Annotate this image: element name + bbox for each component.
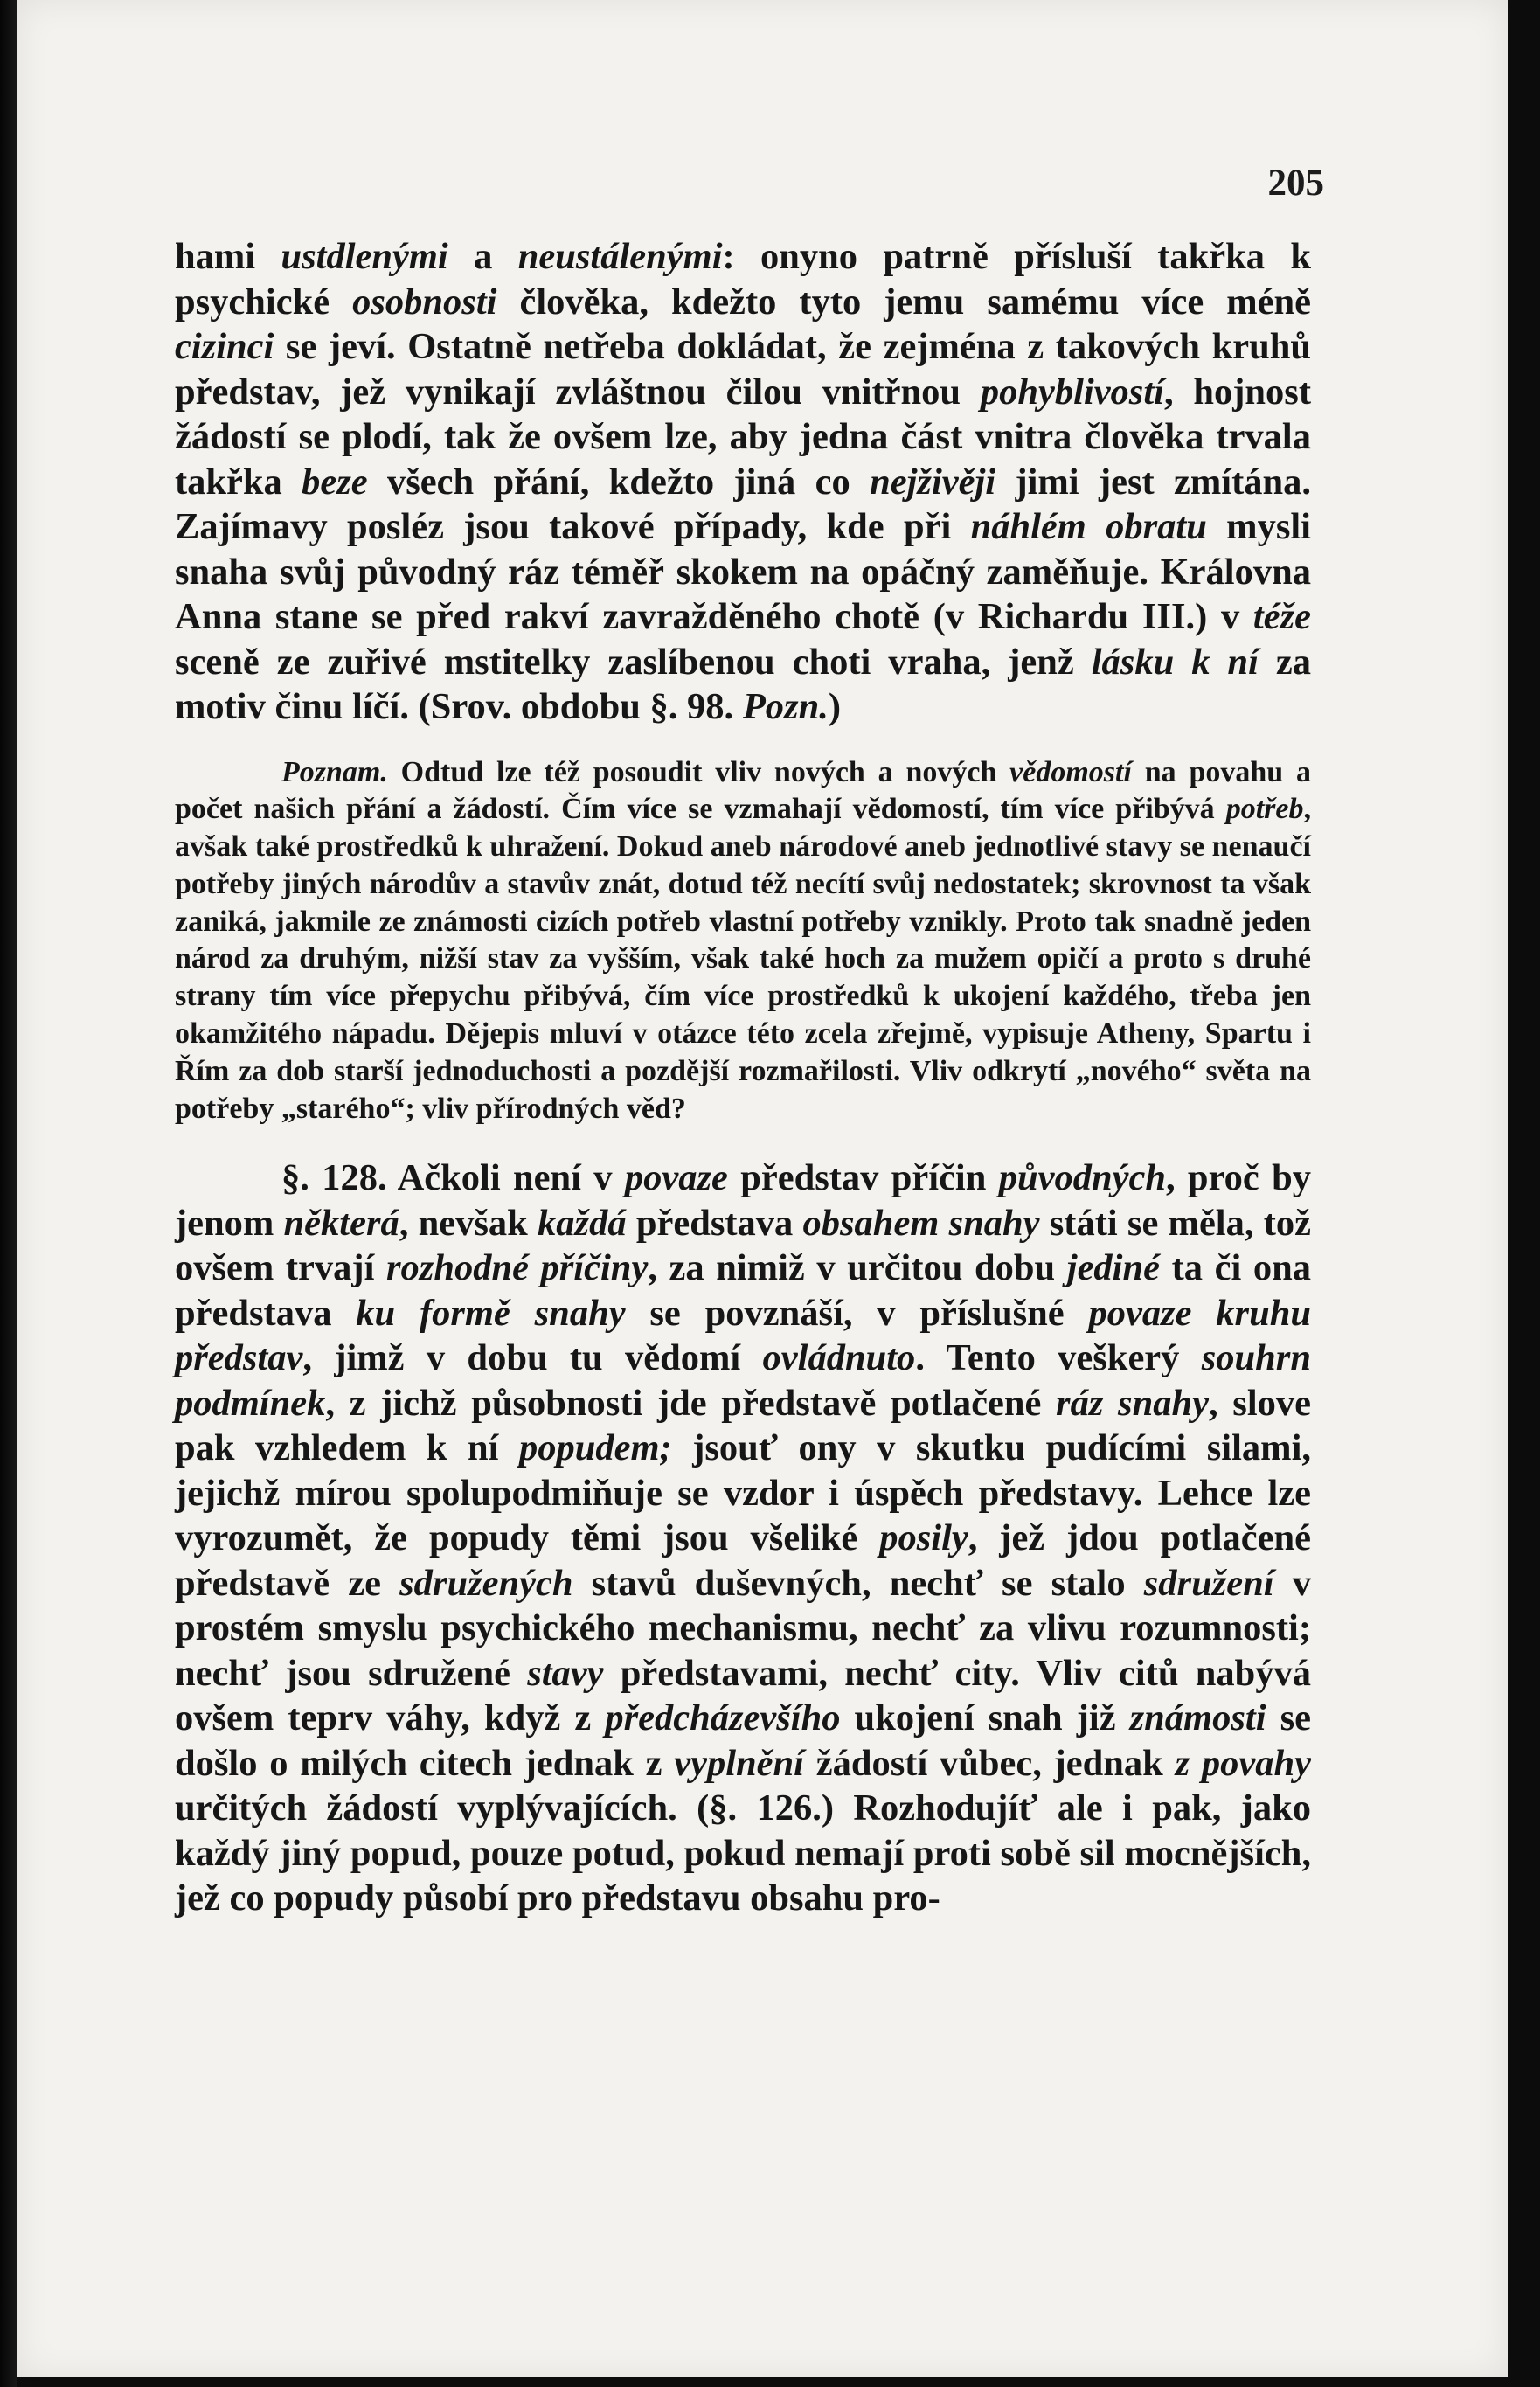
text-span: Odtud lze též posoudit vliv nových a nových [387, 755, 1010, 788]
text-span: , hojnost žádostí se plodí, tak že ovšem lze, aby jedna část vnitra člověka trvala takřka [175, 371, 1311, 503]
italic-term: ku formě snahy [356, 1292, 626, 1334]
text-span: ukojení snah již [840, 1697, 1130, 1739]
text-span: v prostém smyslu psychického mechanismu, nechť za vlivu rozumnosti; nechť jsou sdružené [175, 1562, 1311, 1694]
italic-term: obsahem snahy [802, 1202, 1040, 1244]
paragraph-128 [175, 1155, 1311, 1921]
text-span: sceně ze zuřivé mstitelky zaslíbenou choti vraha, jenž [175, 641, 1092, 683]
italic-term: neustálenými [517, 236, 723, 277]
italic-term: popudem; [519, 1427, 672, 1469]
italic-term: rozhodné příčiny [385, 1247, 649, 1289]
text-span: všech přání, kdežto jiná co [367, 461, 871, 503]
italic-term: potřeb [1225, 793, 1304, 826]
text-span: na povahu a počet našich přání a žádostí. Čím více se vzmahají vědomostí, tím více přibývá [175, 755, 1311, 826]
italic-term: lásku k ní [1091, 641, 1259, 683]
text-span: představ příčin [727, 1157, 999, 1199]
text-span: , za nimiž v určitou dobu [648, 1247, 1067, 1289]
italic-term: ráz snahy [1056, 1382, 1209, 1424]
italic-term: jediné [1066, 1247, 1160, 1289]
page-number: 205 [1267, 163, 1324, 204]
italic-term: každá [538, 1202, 627, 1244]
italic-term: posily [879, 1517, 968, 1559]
italic-term: vyplnění [674, 1742, 804, 1784]
text-span: , avšak také prostředků k uhražení. Dokud aneb národové aneb jednotlivé stavy se nenaučí potřeby jiných národův a stavův znát, dotud též necítí svůj nedostatek; skrovnost ta však zaniká, jakmile ze známosti cizích potřeb vlastní potřeby vznikly. Proto tak snadně jeden národ za druhým, nižší stav za vyšším, však také hoch za mužem opičí a proto s druhé strany tím více přepychu přibývá, čím více prostředků k ukojení každého, třeba jen okamžitého nápadu. Dějepis mluví v otázce této zcela zřejmě, vypisuje Atheny, Spartu i Řím za dob starší jednoduchosti a pozdější rozmařilosti. Vliv odkrytí „nového“ světa na potřeby „starého“; vliv přírodných věd? [175, 793, 1311, 1125]
text-span: a [447, 236, 518, 277]
italic-term: beze [302, 461, 368, 503]
italic-term: předcházevšího [605, 1697, 841, 1739]
text-span: §. 128. Ačkoli není v [281, 1157, 625, 1199]
text-span: člověka, kdežto tyto jemu samému více méně [496, 281, 1311, 323]
italic-term: stavy [527, 1652, 604, 1694]
text-span: ) [828, 686, 841, 727]
text-span: , jež jdou potlačené představě ze [175, 1517, 1311, 1604]
italic-term: sdružených [399, 1562, 573, 1604]
italic-term: některá [283, 1202, 399, 1244]
italic-term: povaze [624, 1157, 728, 1199]
note-label: Poznam. [281, 755, 388, 788]
text-span: mysli snaha svůj původný ráz téměř skokem na opáčný zaměňuje. Královna Anna stane se před rakví zavražděného chotě (v Richardu III.) v [175, 506, 1311, 637]
footnote-remark [175, 754, 1311, 1128]
italic-term: ovládnuto [762, 1337, 916, 1379]
book-page [17, 0, 1508, 2377]
text-span: žádostí vůbec, jednak [804, 1742, 1176, 1784]
text-span: stavů duševných, nechť se stalo [572, 1562, 1144, 1604]
italic-term: osobnosti [352, 281, 497, 323]
text-span: . Tento veškerý [915, 1337, 1202, 1379]
scan-edge [0, 0, 17, 2387]
italic-term: pohyblivostí [980, 371, 1164, 413]
italic-term: téže [1252, 596, 1311, 637]
text-span: : onyno patrně přísluší takřka k psychické [175, 236, 1311, 323]
text-span: se došlo o milých citech jednak z [175, 1697, 1311, 1784]
text-span: , slove pak vzhledem k ní [175, 1382, 1311, 1469]
text-span: se jeví. Ostatně netřeba dokládat, že zejména z takových kruhů představ, jež vynikají zvláštnou čilou vnitřnou [175, 326, 1311, 413]
italic-term: Pozn. [742, 686, 829, 727]
paragraph-1 [175, 234, 1311, 730]
text-span: za motiv činu líčí. (Srov. obdobu §. 98. [175, 641, 1311, 727]
text-span: hami [175, 236, 281, 277]
text-span: , nevšak [399, 1202, 538, 1244]
italic-term: známosti [1129, 1697, 1266, 1739]
italic-term: povaze kruhu představ [175, 1292, 1312, 1379]
text-span: určitých žádostí vyplývajících. (§. 126.) Rozhodujíť ale i pak, jako každý jiný popud, pouze potud, pokud nemají proti sobě sil mocnějších, jež co popudy působí pro představu obsahu pro- [175, 1787, 1311, 1919]
italic-term: původných [998, 1157, 1166, 1199]
italic-term: nejživěji [870, 461, 996, 503]
text-span: jsouť ony v skutku pudícími silami, jejichž mírou spolupodmiňuje se vzdor i úspěch představy. Lehce lze vyrozumět, že popudy těmi jsou všeliké [175, 1427, 1311, 1559]
text-span: , z jichž působnosti jde představě potlačené [325, 1382, 1057, 1424]
text-span: ta či ona představa [175, 1247, 1311, 1334]
text-span: se povznáší, v příslušné [625, 1292, 1089, 1334]
italic-term: souhrn podmínek [175, 1337, 1311, 1424]
italic-term: vědomostí [1009, 755, 1132, 788]
italic-term: sdružení [1143, 1562, 1274, 1604]
text-span: jimi jest zmítána. Zajímavy posléz jsou takové případy, kde při [175, 461, 1311, 547]
text-span: představa [626, 1202, 803, 1244]
body-text [175, 234, 1311, 1921]
text-span: státi se měla, tož ovšem trvají [175, 1202, 1311, 1289]
text-span: , proč by jenom [175, 1157, 1312, 1244]
italic-term: náhlém obratu [970, 506, 1207, 547]
italic-term: ustdlenými [281, 236, 448, 277]
italic-term: z povahy [1175, 1742, 1311, 1784]
italic-term: cizinci [175, 326, 274, 367]
text-span: představami, nechť city. Vliv citů nabývá ovšem teprv váhy, když z [175, 1652, 1311, 1739]
text-span: , jimž v dobu tu vědomí [302, 1337, 763, 1379]
